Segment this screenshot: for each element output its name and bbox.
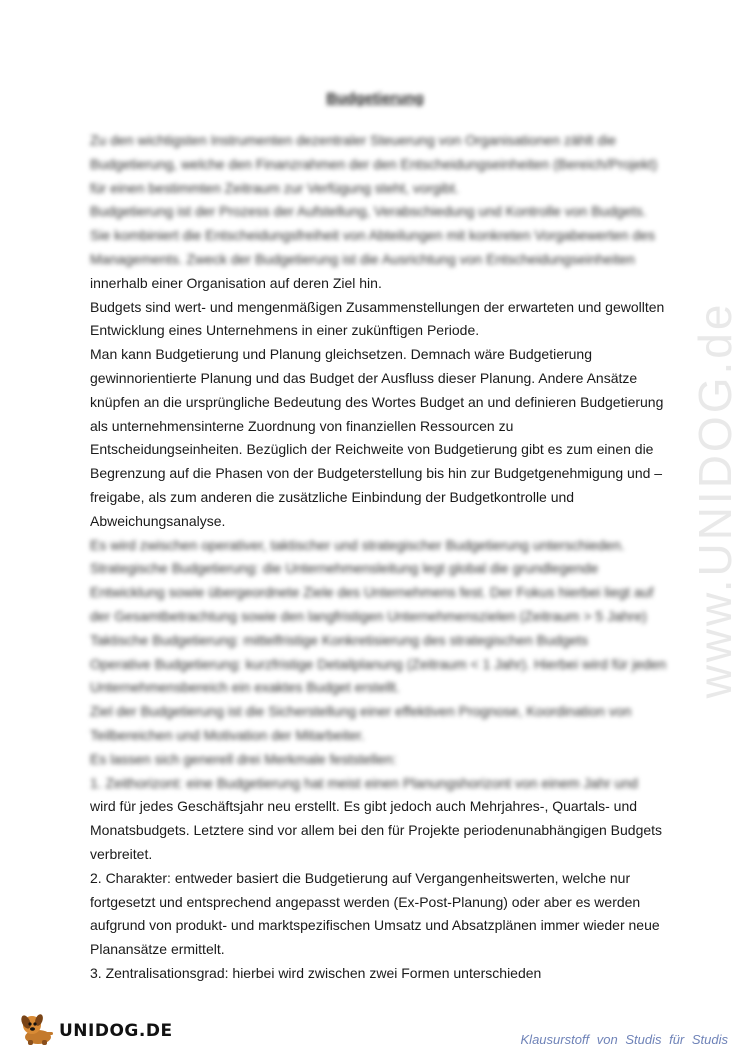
- text-line: fortgesetzt und entsprechend angepasst werden (Ex-Post-Planung) oder aber es werden: [90, 893, 641, 910]
- text-line: Ziel der Budgetierung ist die Sicherstellung einer effektiven Prognose, Koordination von: [90, 703, 632, 720]
- text-line: Entwicklung sowie übergeordnete Ziele des Unternehmens fest. Der Fokus hierbei liegt auf: [90, 584, 654, 601]
- watermark: www.UNIDOG.de: [689, 301, 741, 699]
- text-line: verbreitet.: [90, 845, 153, 862]
- text-line: der Gesamtbetrachtung sowie den langfristigen Unternehmenszielen (Zeitraum > 5 Jahre): [90, 607, 647, 624]
- text-line: Entwicklung eines Unternehmens in einer zukünftigen Periode.: [90, 322, 480, 339]
- text-line: Abweichungsanalyse.: [90, 512, 226, 529]
- document-body: [90, 129, 690, 986]
- text-line: Unternehmensbereich ein exaktes Budget erstellt.: [90, 679, 400, 696]
- text-line: Budgets sind wert- und mengenmäßigen Zusammenstellungen der erwarteten und gewollten: [90, 298, 665, 315]
- dog-icon: [18, 1010, 56, 1046]
- footer-tagline: Klausurstoff von Studis für Studis: [520, 1032, 728, 1047]
- text-line: für einen bestimmten Zeitraum zur Verfügung steht, vorgibt.: [90, 179, 459, 196]
- text-line: Managements. Zweck der Budgetierung ist die Ausrichtung von Entscheidungseinheiten: [90, 250, 635, 267]
- text-line: gewinnorientierte Planung und das Budget der Ausfluss dieser Planung. Andere Ansätze: [90, 369, 638, 386]
- page-title: Budgetierung: [326, 90, 424, 107]
- text-line: Monatsbudgets. Letztere sind vor allem bei den für Projekte periodenunabhängigen Budgets: [90, 822, 663, 839]
- text-line: 2. Charakter: entweder basiert die Budgetierung auf Vergangenheitswerten, welche nur: [90, 869, 631, 886]
- text-line: knüpfen an die ursprüngliche Bedeutung des Wortes Budget an und definieren Budgetierung: [90, 393, 664, 410]
- text-line: Zu den wichtigsten Instrumenten dezentraler Steuerung von Organisationen zählt die: [90, 132, 617, 148]
- text-line: Begrenzung auf die Phasen von der Budgeterstellung bis hin zur Budgetgenehmigung und –: [90, 465, 663, 482]
- text-line: 1. Zeithorizont: eine Budgetierung hat meist einen Planungshorizont von einem Jahr und: [90, 774, 638, 791]
- text-line: Operative Budgetierung: kurzfristige Detailplanung (Zeitraum < 1 Jahr). Hierbei wird für jeden: [90, 655, 667, 672]
- text-line: freigabe, als zum anderen die zusätzliche Einbindung der Budgetkontrolle und: [90, 488, 575, 505]
- text-line: Planansätze ermittelt.: [90, 941, 225, 958]
- text-line: wird für jedes Geschäftsjahr neu erstellt. Es gibt jedoch auch Mehrjahres-, Quartals- und: [90, 798, 638, 815]
- text-line: Taktische Budgetierung: mittelfristige Konkretisierung des strategischen Budgets: [90, 631, 589, 648]
- text-line: Es wird zwischen operativer, taktischer und strategischer Budgetierung unterschieden.: [90, 536, 625, 553]
- unidog-logo[interactable]: [18, 1010, 173, 1046]
- logo-text: UNIDOG.DE: [59, 1021, 173, 1041]
- text-line: aufgrund von produkt- und marktspezifischen Umsatz und Absatzplänen immer wieder neue: [90, 917, 660, 934]
- text-line: Sie kombiniert die Entscheidungsfreiheit von Abteilungen mit konkreten Vorgabewerten des: [90, 227, 656, 244]
- text-line: Entscheidungseinheiten. Bezüglich der Reichweite von Budgetierung gibt es zum einen die: [90, 441, 654, 458]
- text-line: als unternehmensinterne Zuordnung von finanziellen Ressourcen zu: [90, 417, 514, 434]
- text-line: Teilbereichen und Motivation der Mitarbeiter.: [90, 726, 365, 743]
- text-line: innerhalb einer Organisation auf deren Ziel hin.: [90, 274, 382, 291]
- text-line: Strategische Budgetierung: die Unternehmensleitung legt global die grundlegende: [90, 560, 599, 577]
- text-line: Budgetierung, welche den Finanzrahmen der den Entscheidungseinheiten (Bereich/Projekt): [90, 155, 658, 172]
- text-line: Es lassen sich generell drei Merkmale feststellen:: [90, 750, 397, 767]
- text-line: Man kann Budgetierung und Planung gleichsetzen. Demnach wäre Budgetierung: [90, 346, 593, 363]
- text-line: 3. Zentralisationsgrad: hierbei wird zwischen zwei Formen unterschieden: [90, 964, 542, 981]
- text-line: Budgetierung ist der Prozess der Aufstellung, Verabschiedung und Kontrolle von Budgets.: [90, 203, 647, 220]
